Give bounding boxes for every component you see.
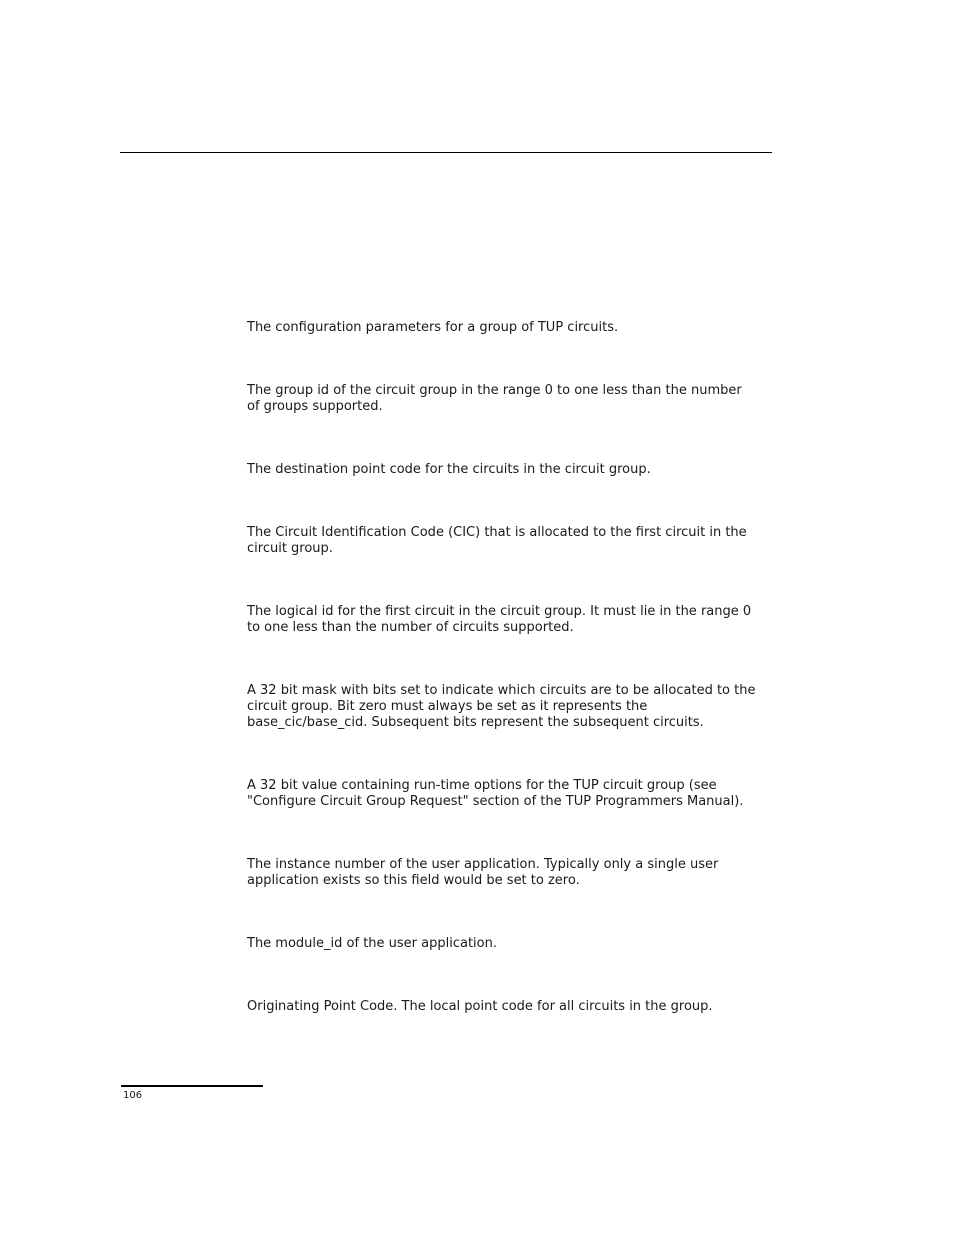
paragraph-base-cic: The Circuit Identification Code (CIC) that is allocated to the first circuit in the circuit group.	[247, 525, 747, 556]
paragraph-cic-mask: A 32 bit mask with bits set to indicate which circuits are to be allocated to the circuit group. Bit zero must always be set as it represents the base_cic/base_cid. Subsequent bits represent the subsequent circuits.	[247, 683, 756, 730]
footer-rule	[121, 1085, 263, 1087]
paragraph-user-instance: The instance number of the user application. Typically only a single user application exists so this field would be set to zero.	[247, 857, 719, 888]
paragraph-user-id: The module_id of the user application.	[247, 936, 497, 951]
page-number: 106	[123, 1090, 143, 1101]
header-rule	[120, 152, 772, 153]
paragraph-options: A 32 bit value containing run-time options for the TUP circuit group (see "Configure Circuit Group Request" section of the TUP Programmers Manual).	[247, 778, 744, 809]
paragraph-group-id: The group id of the circuit group in the range 0 to one less than the number of groups supported.	[247, 383, 742, 414]
paragraph-dpc: The destination point code for the circuits in the circuit group.	[247, 462, 651, 477]
paragraph-opc: Originating Point Code. The local point code for all circuits in the group.	[247, 999, 713, 1014]
paragraph-group-description: The configuration parameters for a group of TUP circuits.	[247, 320, 619, 335]
paragraph-base-cid: The logical id for the first circuit in the circuit group. It must lie in the range 0 to one less than the number of circuits supported.	[247, 604, 752, 635]
